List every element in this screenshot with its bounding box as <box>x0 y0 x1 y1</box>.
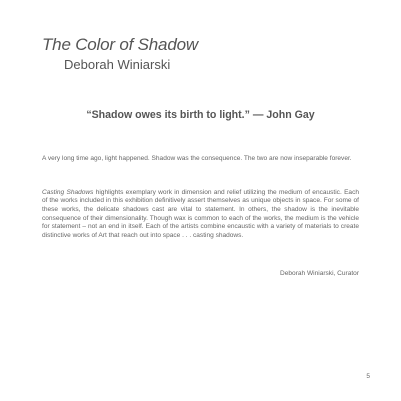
curator-signature: Deborah Winiarski, Curator <box>280 270 359 277</box>
exhibition-title: Casting Shadows <box>42 188 94 196</box>
author-name: Deborah Winiarski <box>64 57 171 72</box>
body-paragraph-1: A very long time ago, light happened. Shadow was the consequence. The two are now inseparable forever. <box>42 154 352 162</box>
page-title: The Color of Shadow <box>42 35 198 54</box>
body-paragraph-2-text: highlights exemplary work in dimension and relief utilizing the medium of encaustic. Each of the works included in this exhibition definitively assert themselves as unique objects in space. For some of these works, the delicate shadows cast are vital to statement. In others, the shadow is the inevitable consequence of their dimensionality. Though wax is common to each of the works, the medium is the vehicle for statement – not an end in itself. Each of the artists combine encaustic with a variety of materials to create distinctive works of Art that reach out into space . . . casting shadows. <box>42 188 359 240</box>
epigraph-quote: “Shadow owes its birth to light.” — John Gay <box>86 109 315 121</box>
body-paragraph-2 <box>42 189 359 241</box>
page-number: 5 <box>366 373 370 380</box>
